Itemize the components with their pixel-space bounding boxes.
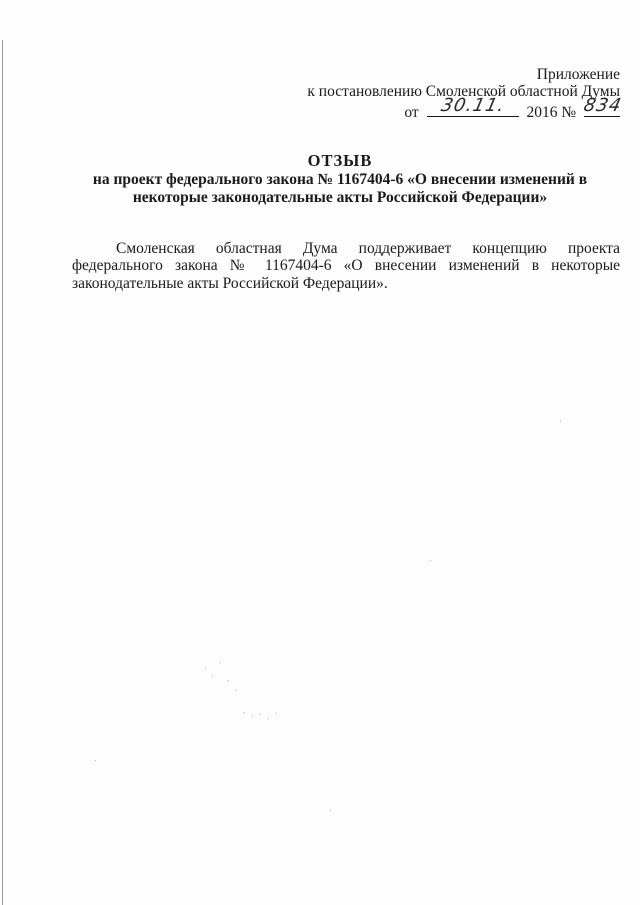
title-line-2: некоторые законодательные акты Российской Федерации»	[132, 189, 548, 206]
year-number-label: 2016 №	[526, 104, 577, 121]
handwritten-number: 834	[581, 95, 624, 116]
annex-reference: к постановлению Смоленской областной Думы	[307, 83, 620, 100]
body-paragraph: Смоленская областная Дума поддерживает концепцию проекта федерального закона № 1167404-6 «О внесении изменений в некоторые законодательные акты Российской Федерации».	[72, 239, 620, 292]
handwritten-date: 30.11.	[438, 95, 507, 116]
scan-edge-line	[2, 40, 3, 905]
title-line-1: на проект федерального закона № 1167404-6 «О внесении изменений в	[92, 171, 588, 188]
annex-label: Приложение	[536, 66, 620, 83]
document-title	[40, 152, 640, 207]
annex-date-line	[220, 95, 624, 121]
title-heading: ОТЗЫВ	[307, 151, 373, 170]
annex-block	[220, 66, 624, 121]
date-prefix: от	[404, 104, 419, 121]
number-slot	[581, 95, 624, 117]
date-slot	[427, 95, 519, 117]
